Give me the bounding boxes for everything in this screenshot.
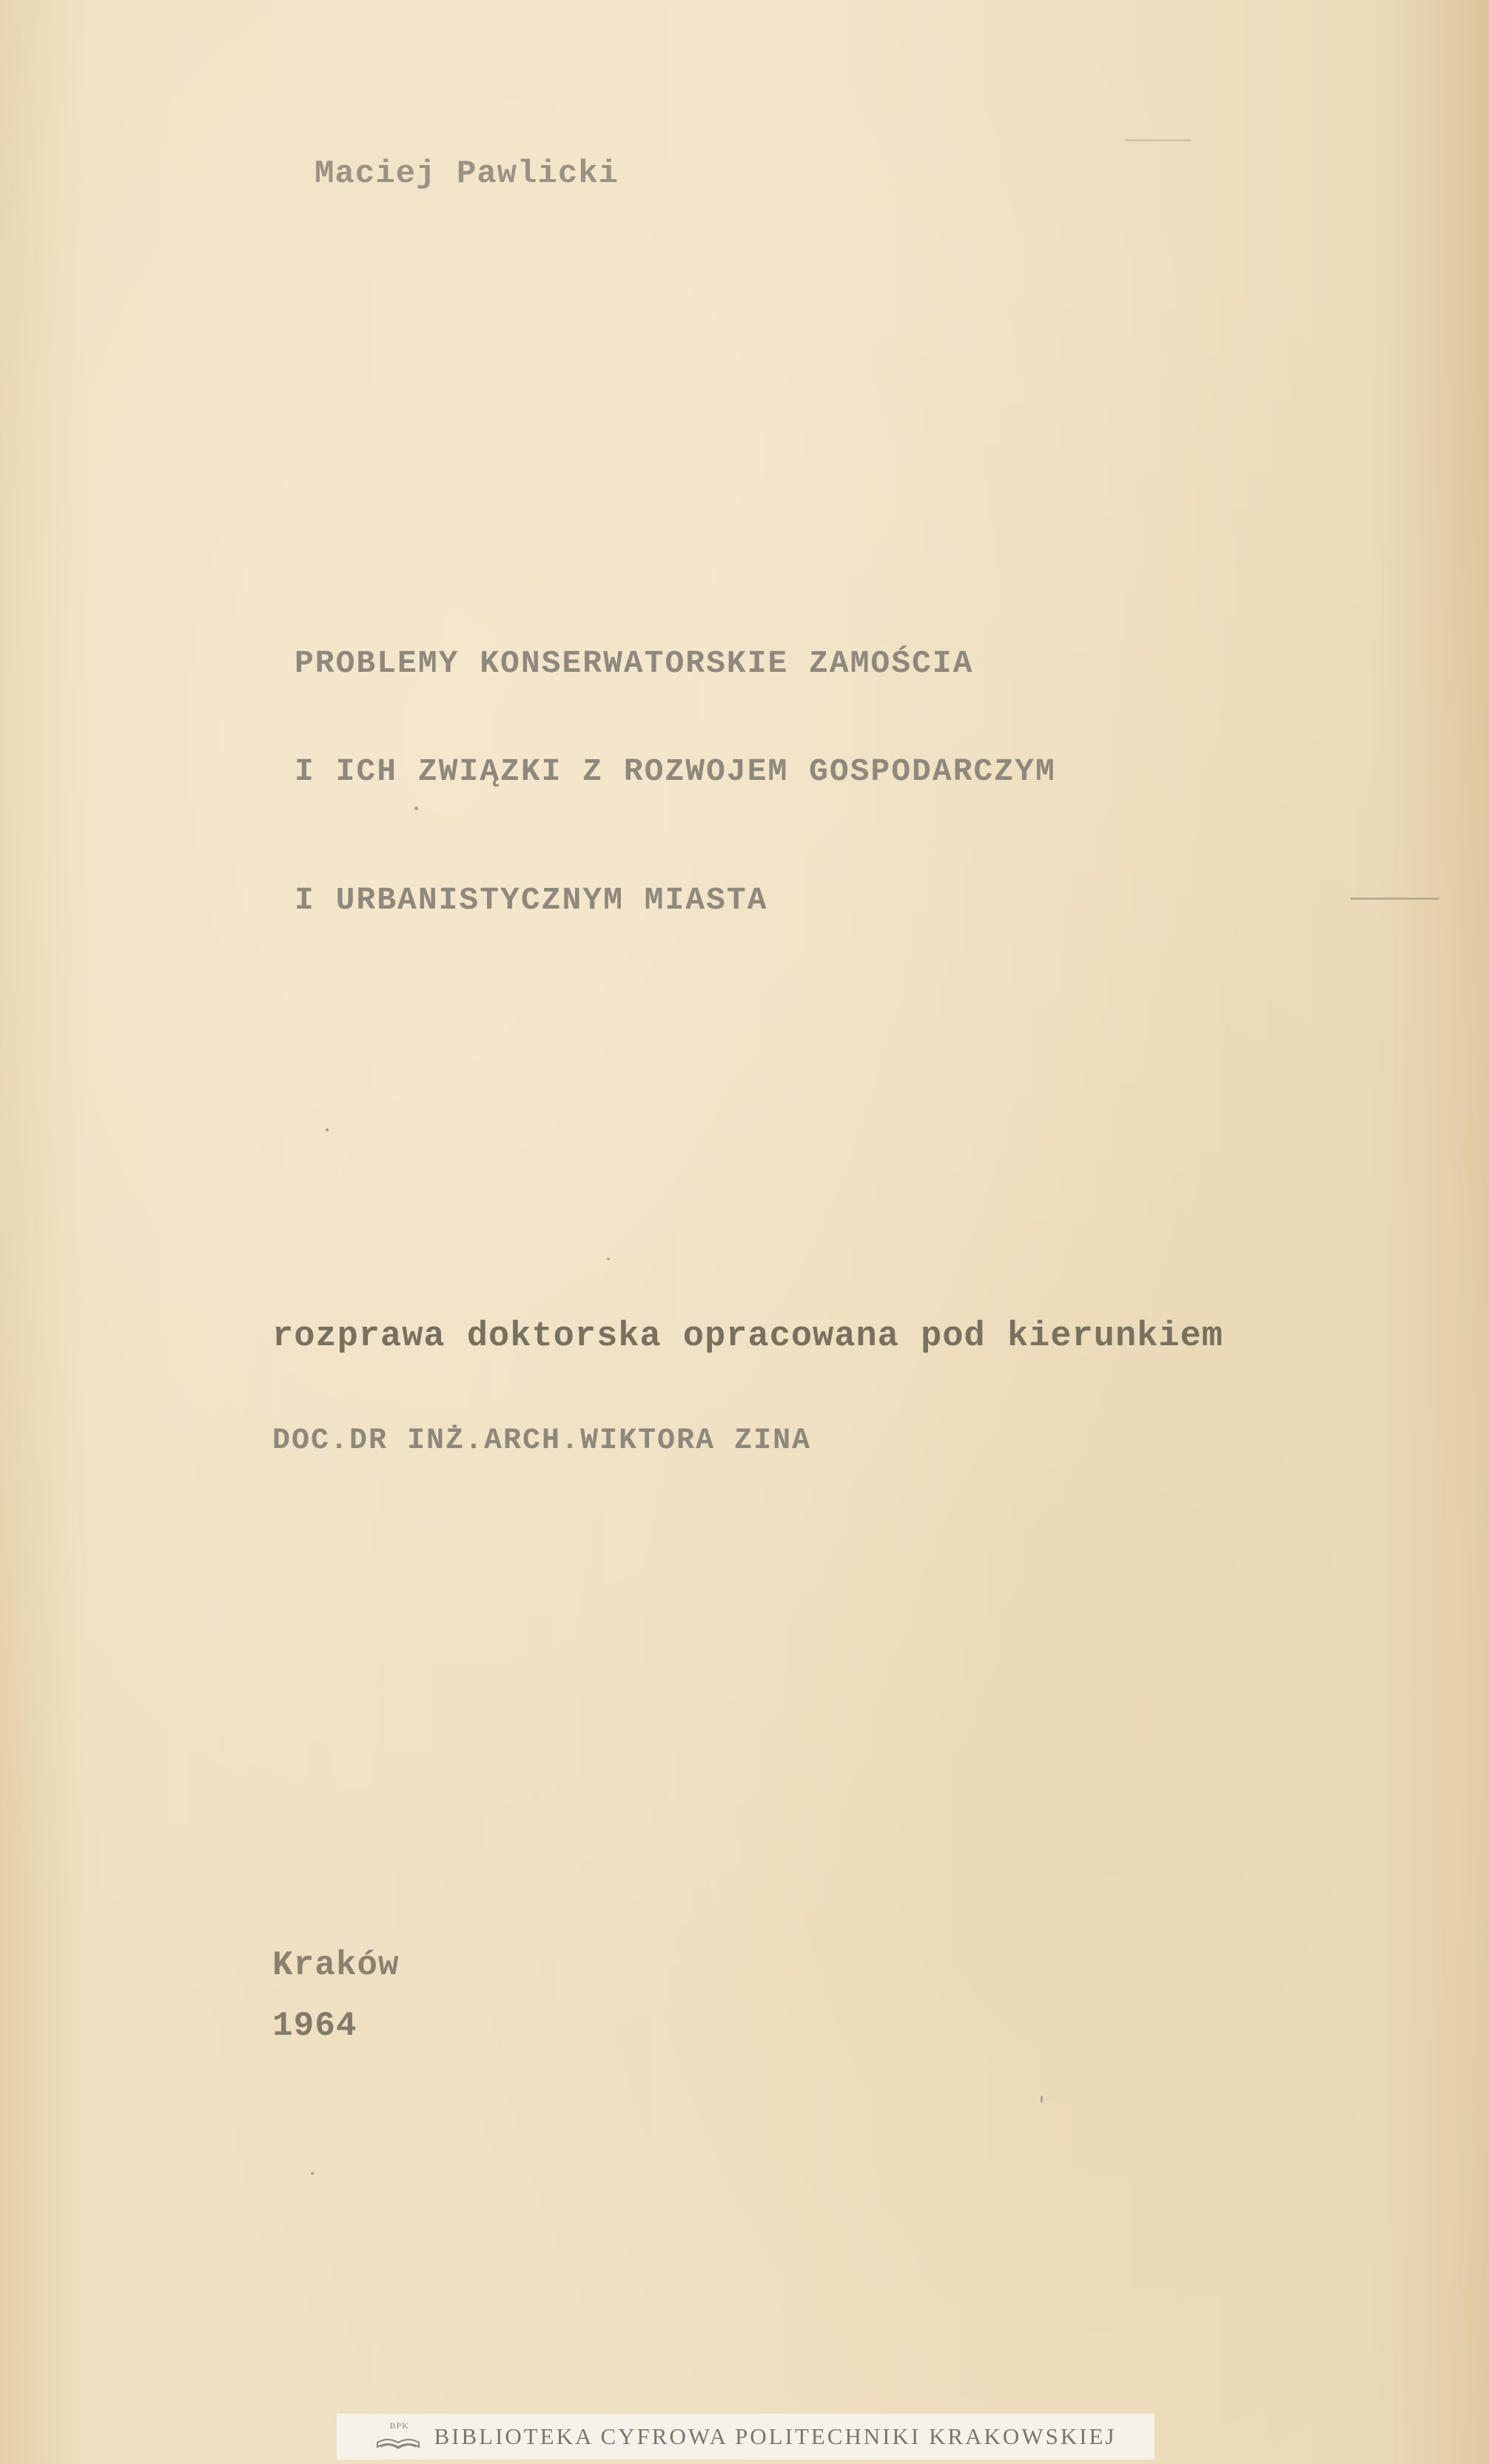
- title-line-1: PROBLEMY KONSERWATORSKIE ZAMOŚCIA: [295, 645, 974, 681]
- paper-speck: [414, 807, 418, 810]
- dissertation-subtitle: rozprawa doktorska opracowana pod kierunkiem: [272, 1317, 1224, 1356]
- place-of-publication: Kraków: [272, 1946, 400, 1985]
- author-name: Maciej Pawlicki: [315, 155, 619, 192]
- title-line-3: I URBANISTYCZNYM MIASTA: [295, 882, 768, 918]
- digital-library-footer: [337, 2414, 1154, 2460]
- title-line-2: I ICH ZWIĄZKI Z ROZWOJEM GOSPODARCZYM: [295, 753, 1056, 790]
- paper-speck: [607, 1258, 610, 1260]
- publication-year: 1964: [272, 2007, 357, 2045]
- margin-mark: [1351, 898, 1439, 900]
- margin-mark: [1125, 139, 1191, 141]
- library-book-logo-icon: [374, 2420, 422, 2453]
- supervisor-name: DOC.DR INŻ.ARCH.WIKTORA ZINA: [272, 1424, 812, 1458]
- paper-speck: [326, 1128, 329, 1131]
- logo-text: BPK: [389, 2420, 409, 2431]
- paper-speck: [1041, 2096, 1043, 2103]
- digital-library-label: BIBLIOTEKA CYFROWA POLITECHNIKI KRAKOWSKIEJ: [434, 2423, 1117, 2449]
- paper-speck: [311, 2172, 314, 2175]
